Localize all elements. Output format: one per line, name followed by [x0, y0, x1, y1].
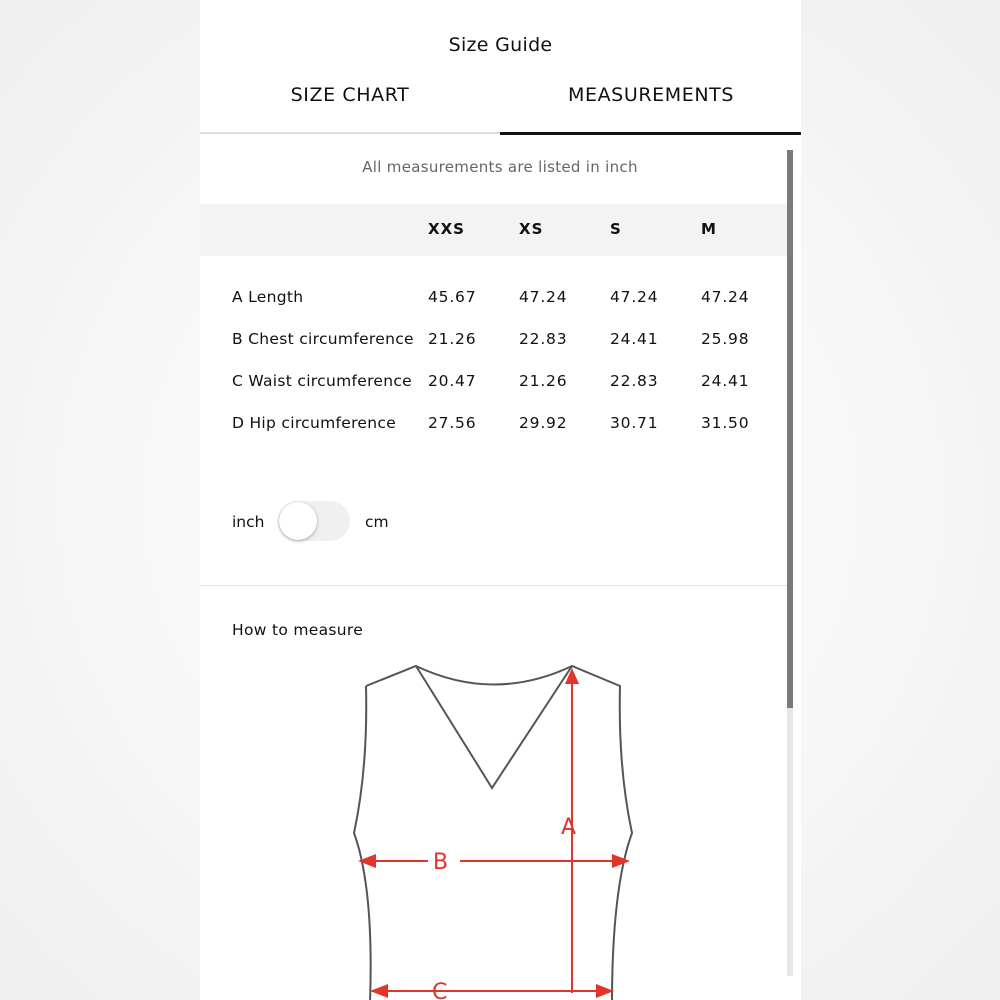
garment-outline: [354, 666, 632, 1000]
table-cell: 24.41: [610, 330, 659, 348]
table-cell: 31.50: [701, 414, 750, 432]
table-cell: 22.83: [610, 372, 659, 390]
measurements-table: [200, 204, 787, 454]
row-label: C Waist circumference: [232, 372, 413, 390]
label-b: B: [433, 850, 449, 875]
units-note: All measurements are listed in inch: [362, 158, 638, 176]
column-header-xs: XS: [519, 220, 544, 238]
table-cell: 29.92: [519, 414, 568, 432]
tab-bar: [200, 70, 801, 136]
size-guide-panel: [200, 0, 801, 1000]
row-label: A Length: [232, 288, 304, 306]
row-label: D Hip circumference: [232, 414, 397, 432]
table-row: [200, 372, 787, 414]
table-cell: 45.67: [428, 288, 477, 306]
section-divider: [200, 585, 787, 586]
table-row: [200, 330, 787, 372]
column-header-s: S: [610, 220, 622, 238]
table-header: [200, 204, 787, 256]
waist-arrow-head-left: [370, 984, 388, 998]
page-title: Size Guide: [448, 34, 553, 56]
table-cell: 47.24: [610, 288, 659, 306]
label-c: C: [432, 980, 448, 1000]
row-label: B Chest circumference: [232, 330, 414, 348]
tab-active-indicator: [500, 132, 801, 135]
table-cell: 20.47: [428, 372, 477, 390]
unit-label-cm: cm: [365, 513, 389, 531]
table-cell: 27.56: [428, 414, 477, 432]
garment-measurement-diagram: [350, 658, 640, 1000]
unit-toggle: [232, 501, 532, 545]
table-cell: 24.41: [701, 372, 750, 390]
column-header-m: M: [701, 220, 717, 238]
label-a: A: [561, 815, 577, 840]
tab-size-chart[interactable]: SIZE CHART: [290, 84, 410, 106]
table-cell: 21.26: [519, 372, 568, 390]
tab-measurements[interactable]: MEASUREMENTS: [567, 84, 735, 106]
table-cell: 25.98: [701, 330, 750, 348]
table-cell: 22.83: [519, 330, 568, 348]
table-cell: 30.71: [610, 414, 659, 432]
chest-arrow-head-right: [612, 854, 630, 868]
table-row: [200, 414, 787, 454]
content-scrollbar-thumb[interactable]: [787, 150, 793, 708]
measurements-content: [200, 136, 787, 1000]
table-row: [200, 288, 787, 330]
tab-underline: [200, 132, 500, 134]
how-to-measure-title: How to measure: [232, 621, 364, 639]
table-cell: 47.24: [701, 288, 750, 306]
unit-switch-knob[interactable]: [279, 502, 317, 540]
table-cell: 21.26: [428, 330, 477, 348]
column-header-xxs: XXS: [428, 220, 465, 238]
table-cell: 47.24: [519, 288, 568, 306]
unit-label-inch: inch: [232, 513, 265, 531]
length-arrow-head: [565, 668, 579, 684]
content-vertical-scrollbar[interactable]: [787, 150, 793, 976]
unit-switch[interactable]: [278, 501, 350, 541]
